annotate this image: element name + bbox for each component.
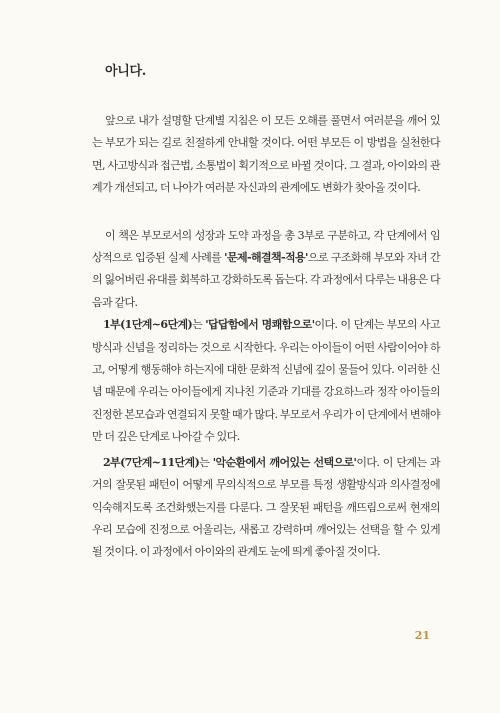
part2-title: '악순환에서 깨어있는 선택으로': [212, 455, 357, 469]
paragraph-2: [92, 225, 440, 315]
paragraph-1: 앞으로 내가 설명할 단계별 지침은 이 모든 오해를 풀면서 여러분을 깨어 있는 부모가 되는 길로 친절하게 안내할 것이다. 어떤 부모든 이 방법을 실천한다면, 사고방식과 접근법, 소통법이 획기적으로 바뀔 것이다. 그 결과, 아이와의 관계가 개선되고, 더 나아가 여러분 자신과의 관계에도 변화가 찾아올 것이다.: [92, 114, 440, 195]
part2-label: 2부(7단계~11단계): [103, 455, 200, 469]
paragraph-part2: [92, 452, 440, 564]
page-number: 21: [414, 629, 430, 642]
part2-text: 이다. 이 단계는 과거의 잘못된 패턴이 어떻게 무의식적으로 부모를 특정 생활방식과 의사결정에 익숙해지도록 조건화했는지를 다룬다. 그 잘못된 패턴을 깨뜨림으로써 현재의 우리 모습에 진정으로 어울리는, 새롭고 강력하며 깨어있는 선택을 할 수 있게 될 것이다. 이 과정에서 아이와의 관계도 눈에 띄게 좋아질 것이다.: [92, 455, 440, 559]
part1-text: 이다. 이 단계는 부모의 사고방식과 신념을 정리하는 것으로 시작한다. 우리는 아이들이 어떤 사람이어야 하고, 어떻게 행동해야 하는지에 대한 문화적 신념에 깊이 물들어 있다. 이러한 신념 때문에 우리는 아이들에게 지나친 기준과 기대를 강요하느라 정작 아이들의 진정한 본모습과 연결되지 못할 때가 많다. 부모로서 우리가 이 단계에서 변해야만 더 깊은 단계로 나아갈 수 있다.: [92, 318, 440, 444]
paragraph-2-emphasis: '문제-해결책-적용': [224, 251, 308, 265]
part2-connector: 는: [199, 455, 213, 469]
paragraph-part1: [92, 314, 440, 448]
page-body: [92, 60, 440, 564]
paragraph-2-text-a: 이 책은 부모로서의 성장과 도약 과정을 총 3부로 구분하고, 각 단계에서 임상적으로 입증된 실제 사례를: [92, 228, 440, 265]
lead-sentence: 아니다.: [105, 64, 146, 79]
part1-label: 1부(1단계~6단계): [103, 318, 193, 332]
part1-title: '답답함에서 명쾌함으로': [205, 318, 315, 332]
part1-connector: 는: [192, 318, 206, 332]
paragraph-2-text-b: 으로 구조화해 부모와 자녀 간의 잃어버린 유대를 회복하고 강화하도록 돕는다. 각 과정에서 다루는 내용은 다음과 같다.: [92, 251, 440, 309]
